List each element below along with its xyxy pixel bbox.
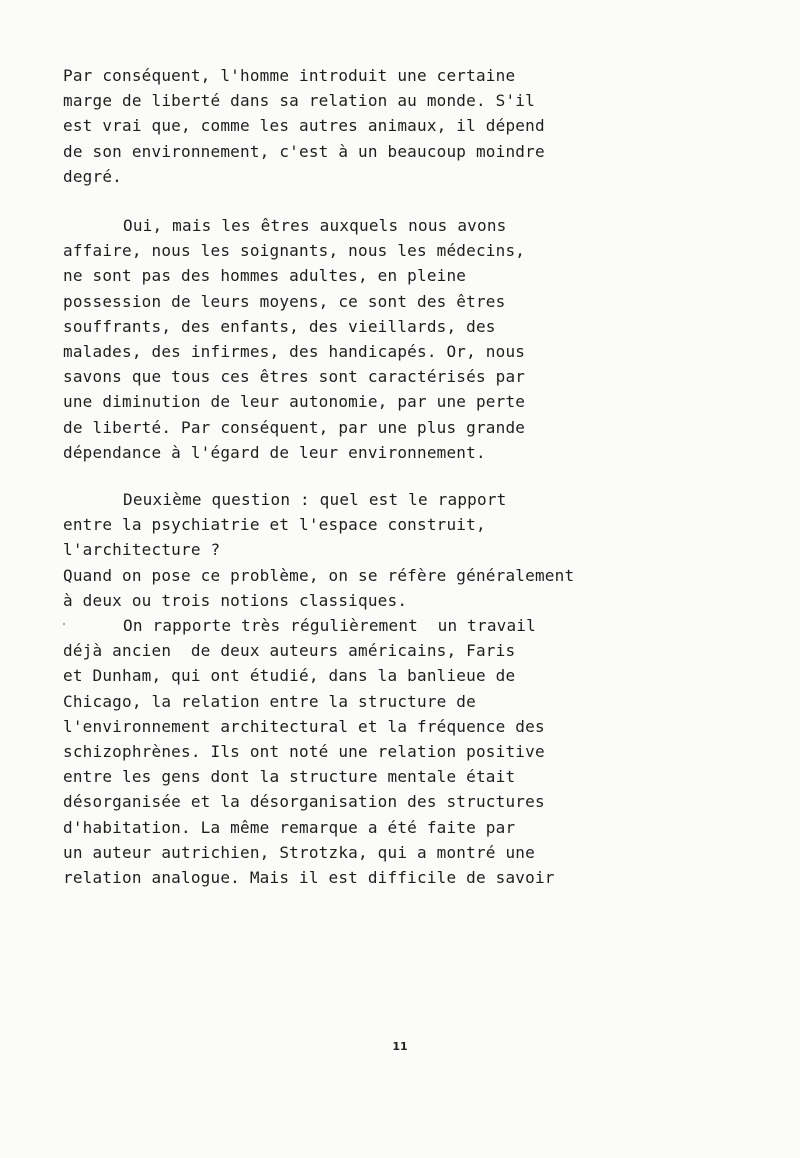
text-line: malades, des infirmes, des handicapés. Or, nous xyxy=(63,342,526,362)
text-line: marge de liberté dans sa relation au monde. S'il xyxy=(63,91,535,111)
text-line: Quand on pose ce problème, on se réfère généralement xyxy=(63,565,575,585)
paragraph-2 xyxy=(63,213,763,465)
text-line: d'habitation. La même remarque a été faite par xyxy=(63,817,516,837)
text-line: un auteur autrichien, Strotzka, qui a montré une xyxy=(63,842,535,862)
text-line: relation analogue. Mais il est difficile de savoir xyxy=(63,868,555,888)
paragraph-1 xyxy=(63,63,763,189)
text-line: de son environnement, c'est à un beaucoup moindre xyxy=(63,141,545,161)
text-line: souffrants, des enfants, des vieillards, des xyxy=(63,316,496,336)
text-line: de liberté. Par conséquent, par une plus grande xyxy=(63,417,526,437)
text-line: désorganisée et la désorganisation des structures xyxy=(63,792,545,812)
text-line: possession de leurs moyens, ce sont des êtres xyxy=(63,291,506,311)
text-line: et Dunham, qui ont étudié, dans la banlieue de xyxy=(63,666,516,686)
text-line: l'environnement architectural et la fréquence des xyxy=(63,716,545,736)
page-number: 11 xyxy=(392,1040,408,1053)
text-line: degré. xyxy=(63,166,122,186)
margin-mark xyxy=(63,623,65,625)
text-line: Chicago, la relation entre la structure de xyxy=(63,691,476,711)
text-line: On rapporte très régulièrement un travail xyxy=(123,616,536,636)
text-line: schizophrènes. Ils ont noté une relation positive xyxy=(63,742,545,762)
text-line: à deux ou trois notions classiques. xyxy=(63,590,408,610)
text-line: entre les gens dont la structure mentale était xyxy=(63,767,516,787)
text-line: entre la psychiatrie et l'espace construit, xyxy=(63,515,486,535)
text-line: dépendance à l'égard de leur environnement. xyxy=(63,442,486,462)
text-line: Oui, mais les êtres auxquels nous avons xyxy=(123,216,507,235)
text-line: est vrai que, comme les autres animaux, il dépend xyxy=(63,116,545,136)
text-line: déjà ancien de deux auteurs américains, Faris xyxy=(63,641,516,661)
text-line: ne sont pas des hommes adultes, en pleine xyxy=(63,266,467,286)
text-line: Deuxième question : quel est le rapport xyxy=(123,490,507,509)
text-line: l'architecture ? xyxy=(63,540,221,560)
paragraph-3 xyxy=(63,487,763,890)
text-line: savons que tous ces êtres sont caractérisés par xyxy=(63,367,526,387)
text-line: une diminution de leur autonomie, par une perte xyxy=(63,392,526,412)
text-line: Par conséquent, l'homme introduit une certaine xyxy=(63,66,516,85)
text-line: affaire, nous les soignants, nous les médecins, xyxy=(63,241,526,261)
